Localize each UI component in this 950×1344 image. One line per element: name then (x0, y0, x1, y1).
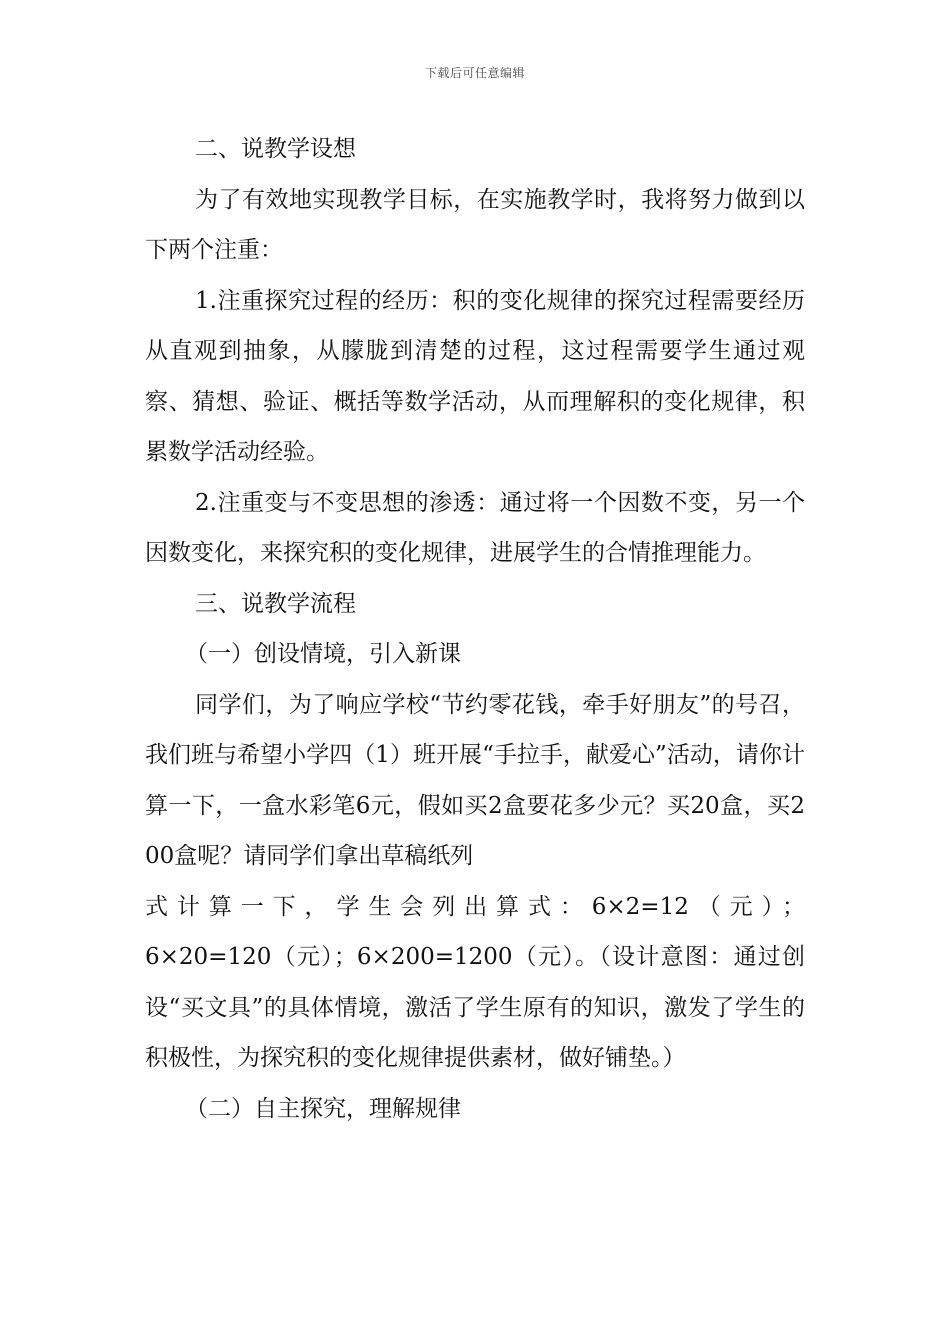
subheading-self-exploration: （二）自主探究，理解规律 (185, 1095, 461, 1122)
paragraph-situation-intro: 同学们，为了响应学校“节约零花钱，牵手好朋友”的号召，我们班与希望小学四（1）班开展“手拉手，献爱心”活动，请你计算一下，一盒水彩笔6元，假如买2盒要花多少元？买20盒，买200盒呢？请同学们拿出草稿纸列 (145, 691, 805, 869)
document-body (145, 124, 805, 1134)
subheading-create-situation: （一）创设情境，引入新课 (185, 641, 461, 667)
paragraph-situation-formula-line: 式计算一下，学生会列出算式：6×2=12（元）； (145, 893, 805, 920)
paragraph-point-two: 2.注重变与不变思想的渗透：通过将一个因数不变，另一个因数变化，来探究积的变化规律，进展学生的合情推理能力。 (145, 489, 805, 566)
paragraph-point-one: 1.注重探究过程的经历：积的变化规律的探究过程需要经历从直观到抽象，从朦胧到清楚的过程，这过程需要学生通过观察、猜想、验证、概括等数学活动，从而理解积的变化规律，积累数学活动经验。 (145, 287, 805, 465)
paragraph-situation-design-intent: 6×20=120（元）；6×200=1200（元）。（设计意图：通过创设“买文具”的具体情境，激活了学生原有的知识，激发了学生的积极性，为探究积的变化规律提供素材，做好铺垫。） (145, 944, 805, 1071)
section-heading-teaching-ideas: 二、说教学设想 (195, 136, 356, 162)
paragraph-teaching-goal: 为了有效地实现教学目标，在实施教学时，我将努力做到以下两个注重： (145, 186, 805, 263)
section-heading-teaching-process: 三、说教学流程 (195, 590, 356, 617)
page-header-note: 下载后可任意编辑 (424, 66, 525, 80)
